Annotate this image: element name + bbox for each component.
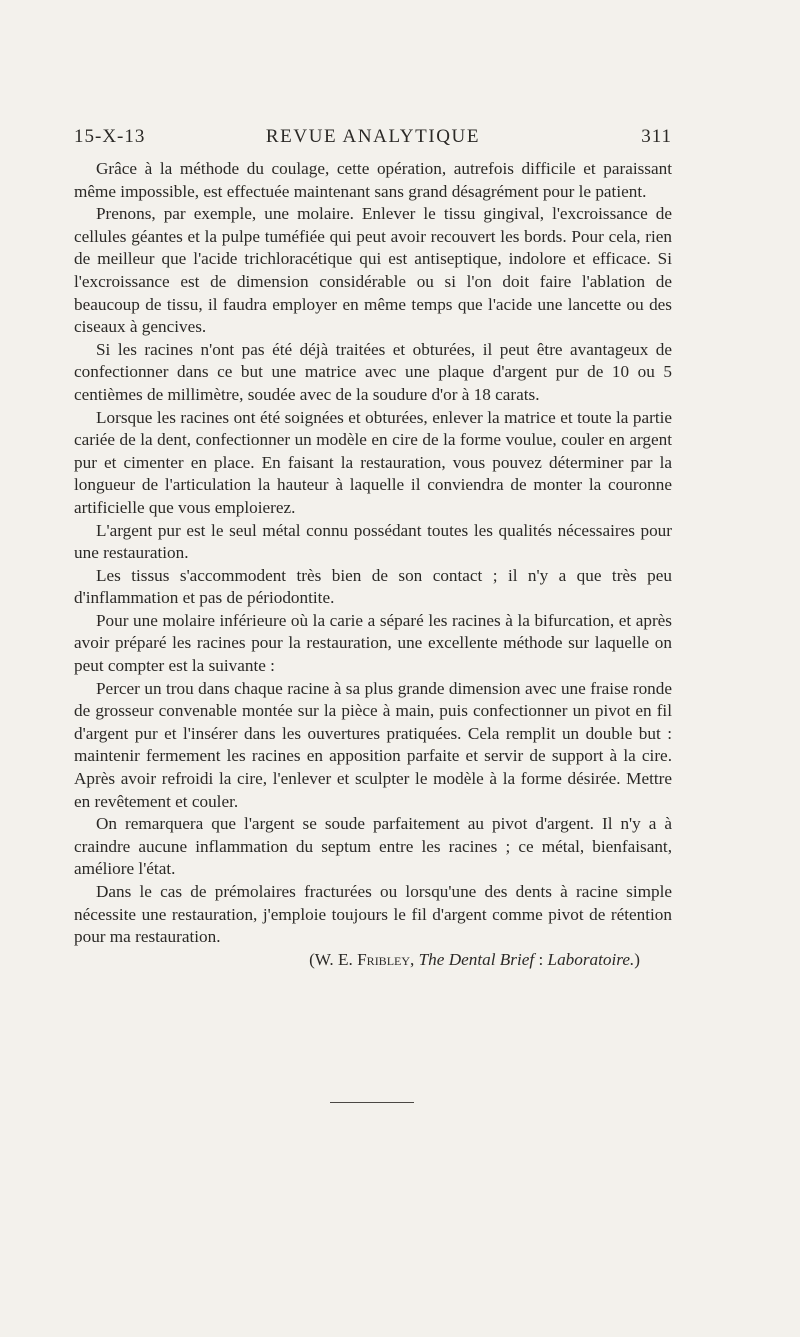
paragraph-6: Les tissus s'accommodent très bien de son contact ; il n'y a que très peu d'inflammation et pas de périodontite. (74, 565, 672, 608)
citation-separator: , (410, 949, 419, 969)
citation (74, 949, 672, 972)
citation-close: ) (634, 949, 640, 969)
paragraph-1: Grâce à la méthode du coulage, cette opération, autrefois difficile et paraissant même impossible, est effectuée maintenant sans grand désagrément pour le patient. (74, 159, 672, 201)
issue-date: 15-X-13 (74, 126, 146, 147)
citation-open: (W. E. (309, 949, 358, 969)
paragraph-7: Pour une molaire inférieure où la carie a séparé les racines à la bifurcation, et après avoir préparé les racines pour la restauration, une excellente méthode sur laquelle on peut compter est la suivante : (74, 610, 672, 676)
paragraph-10: Dans le cas de prémolaires fracturées ou lorsqu'une des dents à racine simple nécessite une restauration, j'emploie toujours le fil d'argent comme pivot de rétention pour ma restauration. (74, 882, 672, 947)
running-head (74, 126, 672, 154)
paragraph-9: On remarquera que l'argent se soude parfaitement au pivot d'argent. Il n'y a à craindre aucune inflammation du septum entre les racines ; ce métal, bienfaisant, améliore l'état. (74, 814, 672, 879)
paragraph-8: Percer un trou dans chaque racine à sa plus grande dimension avec une fraise ronde de grosseur convenable montée sur la pièce à main, puis confectionner un pivot en fil d'argent pur et l'insérer dans les ouvertures pratiquées. Cela remplit un double but : maintenir fermement les racines en apposition parfaite et servir de support à la cire. Après avoir refroidi la cire, l'enlever et sculpter le modèle à la forme désirée. Mettre en revêtement et couler. (74, 678, 672, 811)
journal-title: REVUE ANALYTIQUE (265, 126, 481, 147)
citation-journal: The Dental Brief (418, 949, 535, 969)
section-divider (330, 1102, 414, 1103)
article-body (74, 158, 672, 971)
citation-author: Fribley (357, 949, 411, 969)
paragraph-3: Si les racines n'ont pas été déjà traitées et obturées, il peut être avantageux de confectionner dans ce but une matrice avec une plaque d'argent pur de 10 ou 5 centièmes de millimètre, soudée avec de la soudure d'or à 18 carats. (74, 339, 672, 404)
paragraph-2: Prenons, par exemple, une molaire. Enlever le tissu gingival, l'excroissance de cellules géantes et la pulpe tuméfiée qui peut avoir recouvert les bords. Pour cela, rien de meilleur que l'acide trichloracétique qui est antiseptique, indolore et efficace. Si l'excroissance est de dimension considérable ou si l'on doit faire l'ablation de beaucoup de tissu, il faudra employer en même temps que l'acide une lancette ou des ciseaux à gencives. (74, 204, 672, 337)
paragraph-5: L'argent pur est le seul métal connu possédant toutes les qualités nécessaires pour une restauration. (74, 520, 672, 563)
citation-colon: : (534, 949, 548, 969)
paragraph-4: Lorsque les racines ont été soignées et obturées, enlever la matrice et toute la partie cariée de la dent, confectionner un modèle en cire de la forme voulue, couler en argent pur et cimenter en place. En faisant la restauration, vous pouvez déterminer par la longueur de l'articulation la hauteur à laquelle il conviendra de monter la couronne artificielle que vous emploierez. (74, 407, 672, 517)
page-number: 311 (641, 126, 672, 147)
citation-section: Laboratoire. (547, 949, 635, 969)
